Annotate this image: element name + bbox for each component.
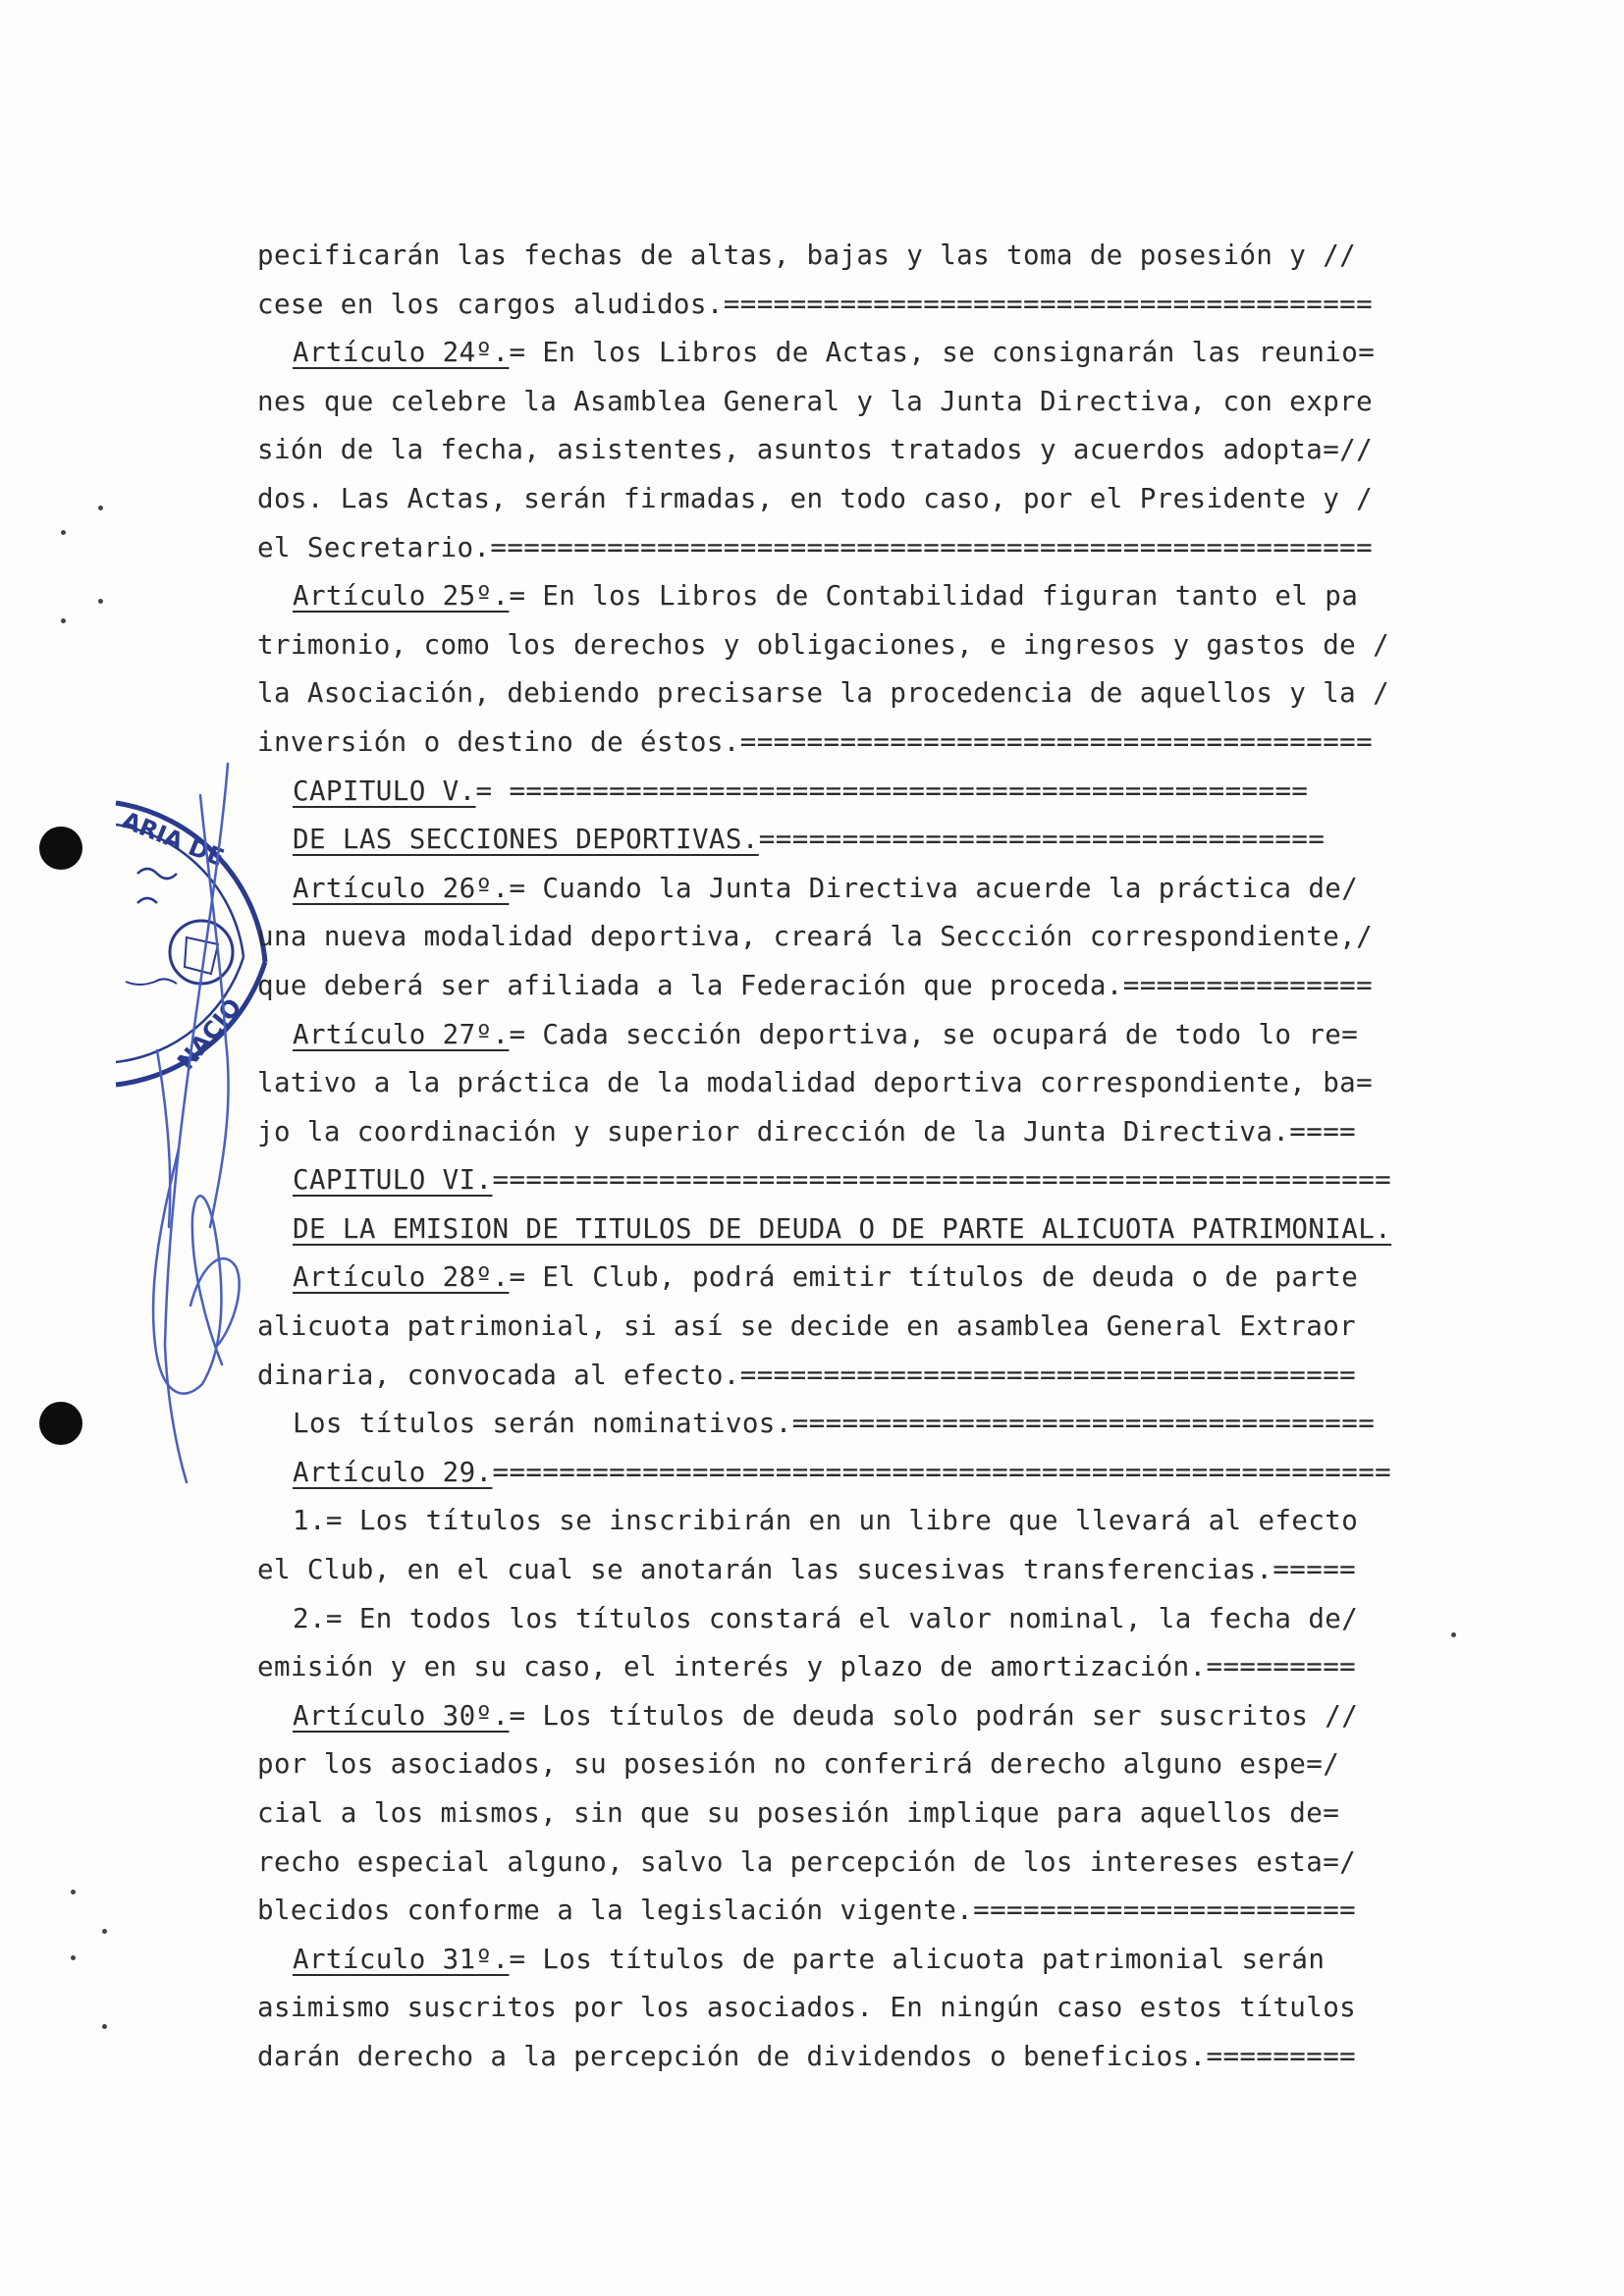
line-text: 1.= Los títulos se inscribirán en un libre que llevará al efecto — [293, 1505, 1359, 1537]
line-text: cese en los cargos aludidos.======================================= — [257, 288, 1374, 320]
text-line — [257, 1449, 1392, 1498]
text-line — [257, 1254, 1357, 1303]
line-text: una nueva modalidad deportiva, creará la Seccción correspondiente,/ — [257, 921, 1374, 953]
margin-speck — [71, 1890, 76, 1895]
section-heading: CAPITULO VI. — [293, 1164, 493, 1197]
line-text: nes que celebre la Asamblea General y la Junta Directiva, con expre — [257, 385, 1374, 417]
text-line — [257, 475, 1374, 524]
handwritten-signature-icon — [153, 764, 240, 1482]
document-body — [257, 232, 1392, 2082]
text-line — [257, 1643, 1357, 1692]
line-text: = En los Libros de Contabilidad figuran tanto el pa — [509, 580, 1359, 613]
line-text: = Cuando la Junta Directiva acuerde la práctica de/ — [509, 872, 1359, 904]
seal-ring-icon — [116, 803, 265, 1085]
section-heading: Artículo 25º. — [293, 580, 510, 613]
text-line — [257, 1839, 1357, 1888]
section-heading: Artículo 30º. — [293, 1699, 510, 1732]
text-line — [257, 1059, 1374, 1108]
text-line — [257, 669, 1390, 719]
margin-speck — [61, 618, 66, 623]
text-line — [257, 1789, 1357, 1839]
line-text: dinaria, convocada al efecto.===================================== — [257, 1359, 1357, 1391]
line-text: = Los títulos de parte alicuota patrimonial serán — [509, 1943, 1326, 1975]
line-text: el Secretario.===================================================== — [257, 531, 1374, 563]
text-line — [257, 1936, 1357, 1985]
text-line — [257, 1011, 1357, 1060]
text-line — [257, 232, 1357, 281]
line-text: sión de la fecha, asistentes, asuntos tratados y acuerdos adopta=// — [257, 434, 1374, 466]
line-text: dos. Las Actas, serán firmadas, en todo caso, por el Presidente y / — [257, 482, 1374, 514]
line-text: darán derecho a la percepción de dividendos o beneficios.========= — [257, 2040, 1357, 2072]
text-line — [257, 426, 1374, 475]
line-text: por los asociados, su posesión no conferirá derecho alguno espe=/ — [257, 1748, 1340, 1781]
text-line — [257, 1108, 1357, 1157]
margin-speck — [71, 1955, 76, 1960]
text-line — [257, 1205, 1392, 1255]
section-heading: Artículo 29. — [293, 1456, 493, 1488]
text-line — [257, 281, 1374, 330]
section-heading: Artículo 31º. — [293, 1943, 510, 1975]
section-heading: Artículo 24º. — [293, 337, 510, 369]
text-line — [257, 1887, 1357, 1936]
line-text: la Asociación, debiendo precisarse la procedencia de aquellos y la / — [257, 677, 1390, 710]
line-text: recho especial alguno, salvo la percepción de los intereses esta=/ — [257, 1845, 1357, 1878]
text-line — [257, 913, 1374, 962]
line-text: = Los títulos de deuda solo podrán ser suscritos // — [509, 1699, 1359, 1732]
section-heading: CAPITULO V. — [293, 774, 476, 807]
margin-speck — [1451, 1632, 1456, 1637]
line-text: ====================================================== — [492, 1164, 1392, 1197]
line-text: el Club, en el cual se anotarán las sucesivas transferencias.===== — [257, 1554, 1357, 1586]
text-line — [257, 962, 1374, 1011]
text-line — [257, 1984, 1357, 2033]
text-line — [257, 1303, 1357, 1352]
line-text: lativo a la práctica de la modalidad deportiva correspondiente, ba= — [257, 1067, 1374, 1099]
text-line — [257, 524, 1374, 573]
section-heading: Artículo 28º. — [293, 1261, 510, 1294]
line-text: asimismo suscritos por los asociados. En ningún caso estos títulos — [257, 1992, 1357, 2024]
margin-speck — [61, 530, 66, 535]
text-line — [257, 1740, 1357, 1789]
line-text: que deberá ser afiliada a la Federación que proceda.=============== — [257, 969, 1374, 1001]
line-text: ================================== — [758, 824, 1326, 856]
punch-hole-top — [39, 827, 82, 870]
section-heading: DE LA EMISION DE TITULOS DE DEUDA O DE PARTE ALICUOTA PATRIMONIAL. — [293, 1212, 1392, 1245]
seal-text-bottom: NACIO — [172, 992, 247, 1076]
text-line — [257, 1692, 1357, 1741]
line-text: = Cada sección deportiva, se ocupará de todo lo re= — [509, 1018, 1359, 1050]
margin-speck — [102, 1929, 107, 1934]
text-line — [257, 1595, 1357, 1644]
margin-speck — [102, 2024, 107, 2029]
text-line — [257, 1497, 1357, 1546]
text-line — [257, 768, 1357, 817]
text-line — [257, 1352, 1357, 1401]
margin-speck — [98, 599, 103, 604]
text-line — [257, 572, 1357, 621]
line-text: = El Club, podrá emitir títulos de deuda o de parte — [509, 1261, 1359, 1294]
line-text: blecidos conforme a la legislación vigente.======================= — [257, 1895, 1357, 1927]
seal-text-top: ARIA DE — [118, 806, 229, 873]
line-text: cial a los mismos, sin que su posesión implique para aquellos de= — [257, 1797, 1340, 1829]
text-line — [257, 816, 1357, 865]
text-line — [257, 621, 1390, 670]
line-text: 2.= En todos los títulos constará el valor nominal, la fecha de/ — [293, 1602, 1359, 1634]
text-line — [257, 1156, 1392, 1205]
text-line — [257, 2033, 1357, 2082]
line-text: emisión y en su caso, el interés y plazo de amortización.========= — [257, 1651, 1357, 1683]
text-line — [257, 719, 1374, 768]
line-text: inversión o destino de éstos.====================================== — [257, 725, 1374, 758]
line-text: ====================================================== — [492, 1456, 1392, 1488]
line-text: Los títulos serán nominativos.=================================== — [293, 1408, 1376, 1440]
section-heading: Artículo 27º. — [293, 1018, 510, 1050]
text-line — [257, 865, 1357, 914]
text-line — [257, 1400, 1376, 1449]
line-text: pecificarán las fechas de altas, bajas y las toma de posesión y // — [257, 240, 1357, 271]
line-text: alicuota patrimonial, si así se decide en asamblea General Extraor — [257, 1310, 1357, 1343]
section-heading: DE LAS SECCIONES DEPORTIVAS. — [293, 824, 759, 856]
line-text: jo la coordinación y superior dirección de la Junta Directiva.==== — [257, 1115, 1357, 1148]
margin-speck — [98, 506, 103, 510]
line-text: = ================================================ — [475, 774, 1309, 807]
text-line — [257, 329, 1376, 378]
text-line — [257, 1546, 1357, 1595]
text-line — [257, 378, 1374, 427]
line-text: = En los Libros de Actas, se consignarán las reunio= — [509, 337, 1376, 369]
punch-hole-bottom — [39, 1402, 82, 1445]
section-heading: Artículo 26º. — [293, 872, 510, 904]
line-text: trimonio, como los derechos y obligaciones, e ingresos y gastos de / — [257, 628, 1390, 661]
